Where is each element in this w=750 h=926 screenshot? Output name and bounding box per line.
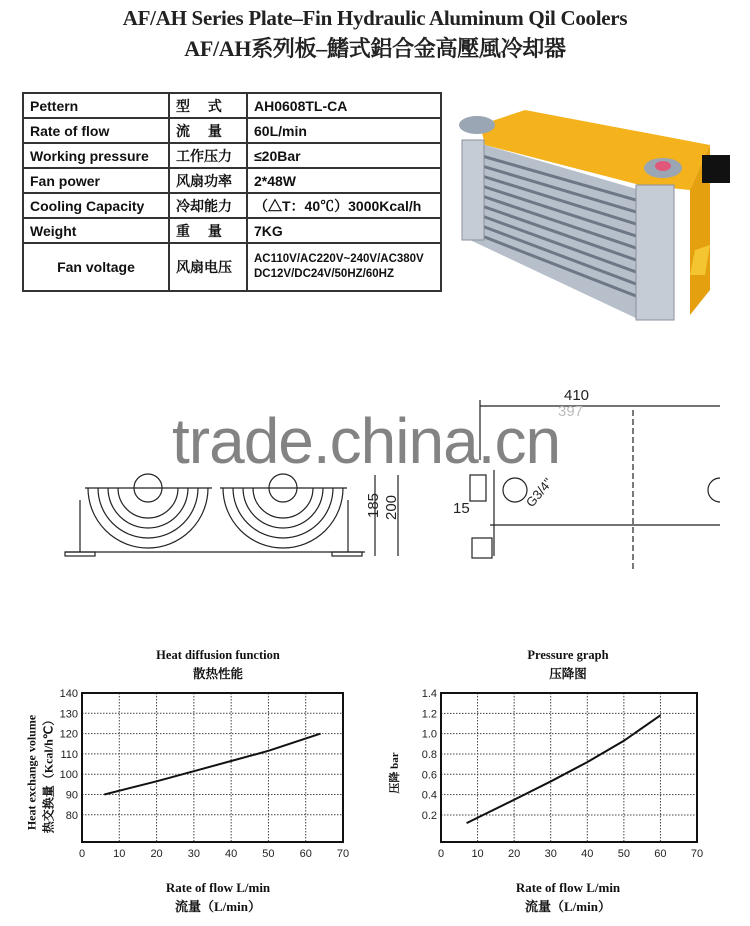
dim-397: 397 xyxy=(558,403,584,420)
dim-200: 200 xyxy=(383,494,400,520)
watermark: trade.china.cn xyxy=(172,405,561,477)
y-tick-label: 0.6 xyxy=(421,769,437,782)
spec-value-text: （△T：40℃）3000Kcal/h xyxy=(254,197,422,214)
dim-15: 15 xyxy=(453,500,470,517)
y-tick-label: 1.4 xyxy=(421,688,437,700)
y-tick-label: 120 xyxy=(59,728,78,741)
chart1-ylabel: Heat exchange volume xyxy=(24,714,39,831)
spec-label: Fan power xyxy=(23,168,169,193)
spec-value-text-2: DC12V/DC24V/50HZ/60HZ xyxy=(254,268,394,280)
chart1-ylabel-cn: 热交换量（Kcal/h℃） xyxy=(41,713,56,834)
spec-label: Weight xyxy=(23,218,169,243)
chart1-subtitle: 散热性能 xyxy=(192,667,243,681)
y-tick-label: 100 xyxy=(59,769,78,782)
y-tick-label: 1.2 xyxy=(421,708,437,721)
spec-label-cn: 流 量 xyxy=(169,118,247,143)
y-tick-label: 0.4 xyxy=(421,789,437,802)
y-tick-label: 140 xyxy=(59,688,78,700)
x-tick-label: 20 xyxy=(508,848,521,860)
x-tick-label: 0 xyxy=(437,848,445,860)
x-tick-label: 60 xyxy=(299,848,312,860)
spec-value-text: AH0608TL-CA xyxy=(254,97,348,114)
x-tick-label: 70 xyxy=(690,848,704,860)
dim-185: 185 xyxy=(365,492,382,518)
y-tick-label: 0.8 xyxy=(421,748,437,761)
spec-value-text: 60L/min xyxy=(254,122,307,139)
y-tick-label: 110 xyxy=(60,748,78,761)
title-cn: AF/AH系列板–鰭式鋁合金高壓風冷却器 xyxy=(184,36,566,61)
spec-label-cn: 风扇电压 xyxy=(169,243,247,291)
chart2-ylabel: 压降 bar xyxy=(389,752,401,794)
x-tick-label: 60 xyxy=(654,848,667,860)
x-tick-label: 50 xyxy=(262,848,275,860)
series-line-heat xyxy=(104,734,320,795)
chart2-subtitle: 压降图 xyxy=(549,667,587,681)
dim-410: 410 xyxy=(564,387,590,404)
spec-label-cn: 冷却能力 xyxy=(169,193,247,218)
x-tick-label: 30 xyxy=(544,848,557,860)
x-tick-label: 40 xyxy=(581,848,594,860)
spec-value-text: ≤20Bar xyxy=(254,147,301,164)
y-tick-label: 0.2 xyxy=(421,809,437,822)
title-en: AF/AH Series Plate–Fin Hydraulic Aluminum Qil Coolers xyxy=(122,6,628,30)
spec-label: Fan voltage xyxy=(23,243,169,291)
x-tick-label: 0 xyxy=(78,848,86,860)
x-tick-label: 10 xyxy=(113,848,126,860)
chart1-xlabel: Rate of flow L/min xyxy=(165,880,271,895)
y-tick-label: 1.0 xyxy=(421,728,437,741)
plot-frame xyxy=(82,693,343,842)
x-tick-label: 40 xyxy=(225,848,238,860)
y-tick-label: 90 xyxy=(65,789,78,802)
dim-g34: G3/4" xyxy=(522,475,556,510)
spec-value-text: 7KG xyxy=(254,222,283,239)
spec-value-text: AC110V/AC220V~240V/AC380V xyxy=(254,253,424,265)
chart1-title: Heat diffusion function xyxy=(156,648,280,662)
x-tick-label: 70 xyxy=(336,848,350,860)
x-tick-label: 10 xyxy=(471,848,484,860)
chart2-xlabel: Rate of flow L/min xyxy=(515,880,621,895)
spec-label-cn: 型 式 xyxy=(169,93,247,118)
chart2-title: Pressure graph xyxy=(527,648,609,662)
spec-label: Pettern xyxy=(23,93,169,118)
y-tick-label: 130 xyxy=(59,708,78,721)
spec-label: Working pressure xyxy=(23,143,169,168)
chart1-xlabel-cn: 流量（L/min） xyxy=(175,899,261,914)
spec-label-cn: 工作压力 xyxy=(169,143,247,168)
spec-value-text: 2*48W xyxy=(254,172,297,189)
series-line-pressure xyxy=(467,715,661,823)
x-tick-label: 50 xyxy=(617,848,630,860)
x-tick-label: 30 xyxy=(187,848,200,860)
chart2-xlabel-cn: 流量（L/min） xyxy=(525,899,611,914)
spec-label: Rate of flow xyxy=(23,118,169,143)
x-tick-label: 20 xyxy=(150,848,163,860)
y-tick-label: 80 xyxy=(65,809,78,822)
spec-label-cn: 风扇功率 xyxy=(169,168,247,193)
spec-label-cn: 重 量 xyxy=(169,218,247,243)
plot-frame xyxy=(441,693,697,842)
spec-label: Cooling Capacity xyxy=(23,193,169,218)
